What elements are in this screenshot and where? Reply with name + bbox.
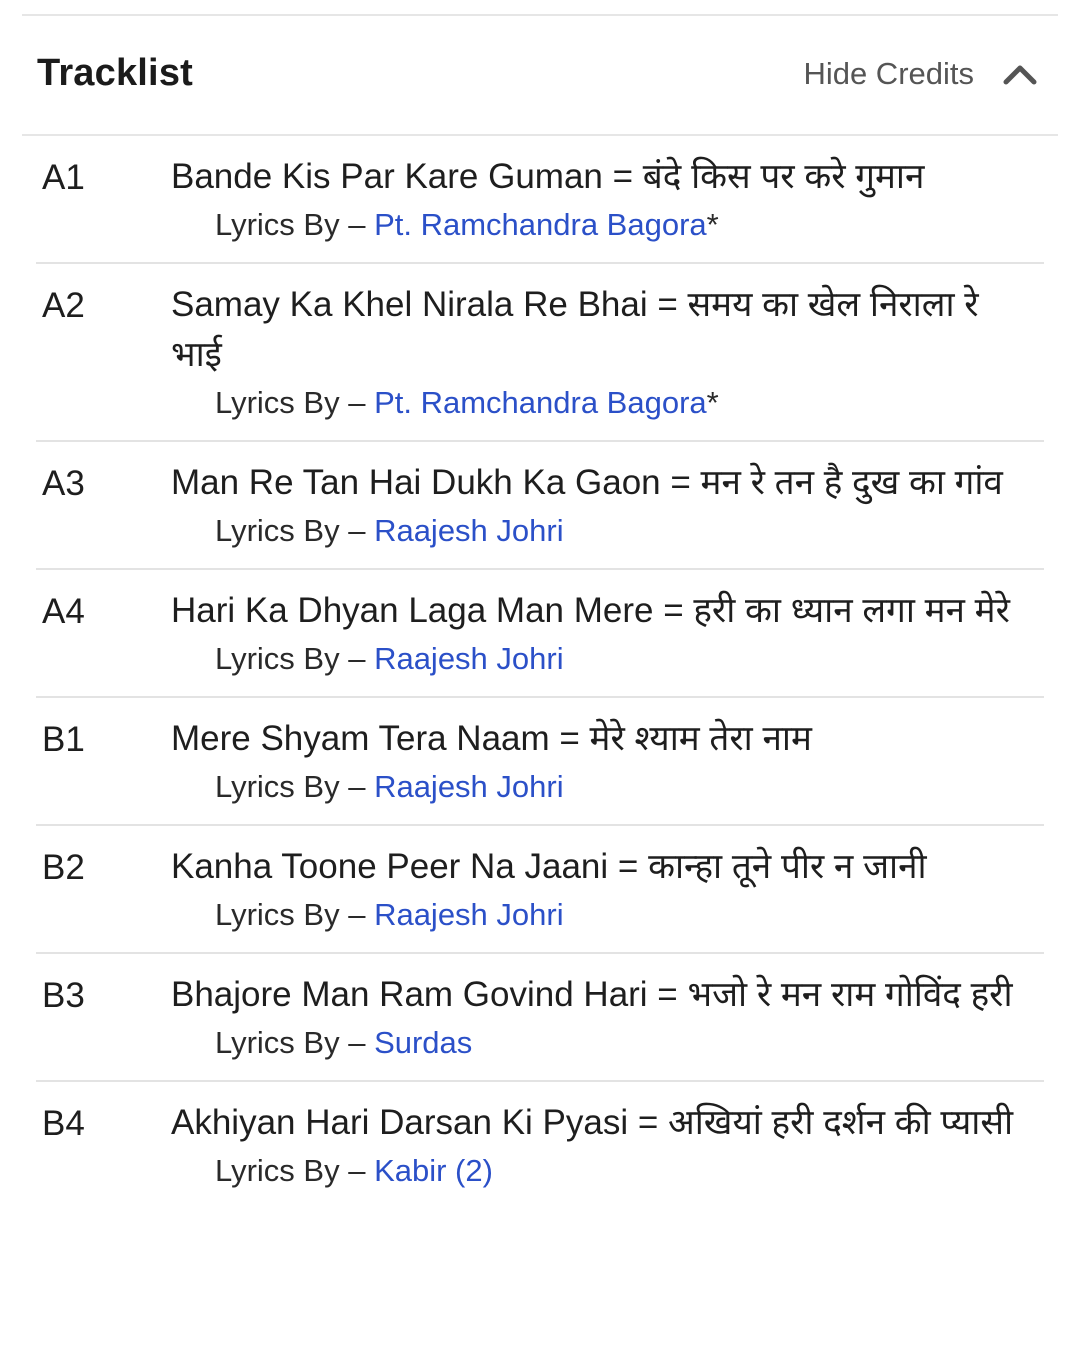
track-credit — [215, 1020, 1036, 1066]
track-body — [171, 280, 1036, 426]
credit-role: Lyrics By — [215, 513, 340, 548]
track-position: A2 — [42, 286, 85, 325]
track-title: Man Re Tan Hai Dukh Ka Gaon = मन रे तन है दुख का गांव — [171, 463, 1003, 502]
credit-suffix: * — [706, 385, 719, 420]
credit-artist-link[interactable]: Raajesh Johri — [374, 897, 564, 932]
credit-artist-link[interactable]: Surdas — [374, 1025, 473, 1060]
credit-artist-link[interactable]: Raajesh Johri — [374, 513, 564, 548]
track-row — [36, 1082, 1044, 1208]
track-title: Bande Kis Par Kare Guman = बंदे किस पर करे गुमान — [171, 157, 925, 196]
track-credit — [215, 636, 1036, 682]
track-body — [171, 842, 1036, 938]
track-position: A3 — [42, 464, 85, 503]
credit-suffix: * — [706, 207, 719, 242]
track-body — [171, 1098, 1036, 1194]
credit-role: Lyrics By — [215, 641, 340, 676]
track-row — [36, 698, 1044, 826]
credit-separator: – — [339, 1153, 375, 1188]
credit-separator: – — [339, 207, 375, 242]
track-body — [171, 458, 1036, 554]
track-title: Samay Ka Khel Nirala Re Bhai = समय का खेल निराला रे भाई — [171, 285, 979, 374]
track-position: A1 — [42, 158, 85, 197]
hide-credits-toggle[interactable] — [803, 56, 1038, 92]
track-body — [171, 714, 1036, 810]
track-credit — [215, 508, 1036, 554]
track-body — [171, 970, 1036, 1066]
track-title: Bhajore Man Ram Govind Hari = भजो रे मन राम गोविंद हरी — [171, 975, 1013, 1014]
credit-artist-link[interactable]: Kabir (2) — [374, 1153, 493, 1188]
track-position: A4 — [42, 592, 85, 631]
credit-artist-link[interactable]: Pt. Ramchandra Bagora — [374, 385, 707, 420]
track-credit — [215, 202, 1036, 248]
tracklist — [36, 136, 1044, 1208]
credit-artist-link[interactable]: Raajesh Johri — [374, 641, 564, 676]
track-position: B1 — [42, 720, 85, 759]
track-position: B2 — [42, 848, 85, 887]
track-row — [36, 442, 1044, 570]
credit-separator: – — [339, 641, 375, 676]
track-row — [36, 954, 1044, 1082]
track-title: Kanha Toone Peer Na Jaani = कान्हा तूने पीर न जानी — [171, 847, 927, 886]
credit-role: Lyrics By — [215, 769, 340, 804]
credit-artist-link[interactable]: Raajesh Johri — [374, 769, 564, 804]
section-title: Tracklist — [37, 52, 194, 94]
credit-separator: – — [339, 769, 375, 804]
credit-separator: – — [339, 513, 375, 548]
hide-credits-label[interactable]: Hide Credits — [803, 56, 974, 91]
track-credit — [215, 380, 1036, 426]
credit-role: Lyrics By — [215, 207, 340, 242]
credit-artist-link[interactable]: Pt. Ramchandra Bagora — [374, 207, 707, 242]
track-credit — [215, 764, 1036, 810]
track-body — [171, 586, 1036, 682]
credit-role: Lyrics By — [215, 1153, 340, 1188]
track-body — [171, 152, 1036, 248]
track-row — [36, 136, 1044, 264]
credit-separator: – — [339, 1025, 375, 1060]
track-position: B4 — [42, 1104, 85, 1143]
track-title: Mere Shyam Tera Naam = मेरे श्याम तेरा नाम — [171, 719, 812, 758]
track-title: Akhiyan Hari Darsan Ki Pyasi = अखियां हरी दर्शन की प्यासी — [171, 1103, 1014, 1142]
track-row — [36, 264, 1044, 442]
credit-role: Lyrics By — [215, 897, 340, 932]
chevron-up-icon[interactable] — [1002, 62, 1038, 86]
credit-separator: – — [339, 385, 375, 420]
track-position: B3 — [42, 976, 85, 1015]
track-credit — [215, 1148, 1036, 1194]
tracklist-header — [22, 16, 1058, 134]
credit-role: Lyrics By — [215, 1025, 340, 1060]
track-row — [36, 826, 1044, 954]
track-title: Hari Ka Dhyan Laga Man Mere = हरी का ध्यान लगा मन मेरे — [171, 591, 1010, 630]
credit-separator: – — [339, 897, 375, 932]
track-credit — [215, 892, 1036, 938]
credit-role: Lyrics By — [215, 385, 340, 420]
track-row — [36, 570, 1044, 698]
